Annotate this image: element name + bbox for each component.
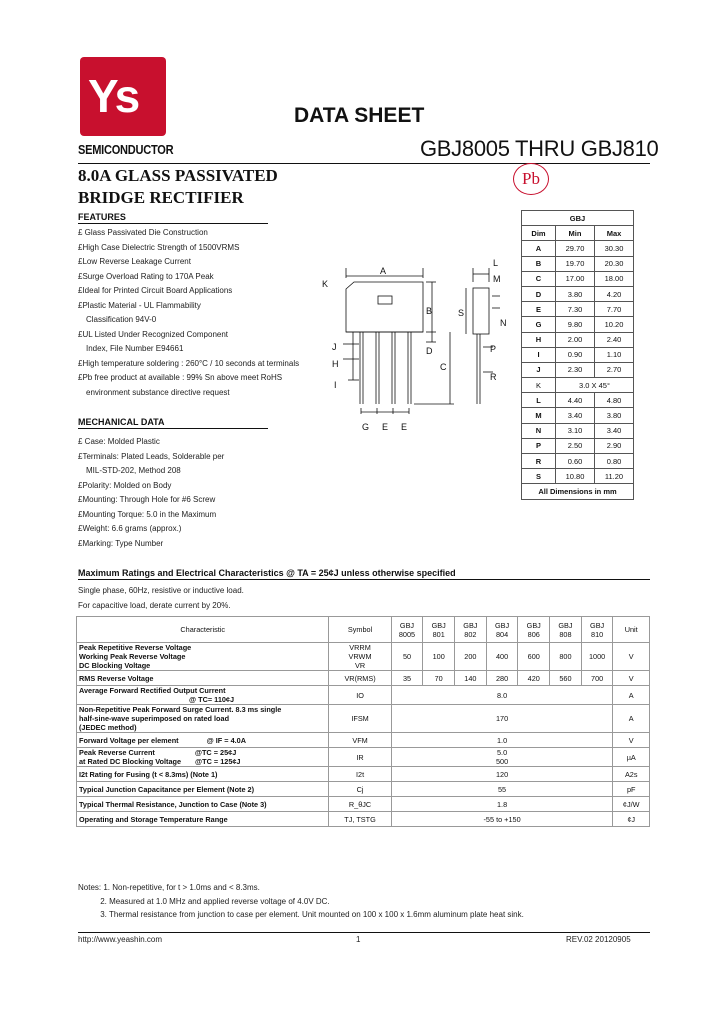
table-row	[77, 686, 650, 705]
unit-header: Unit	[613, 617, 650, 643]
dim-label-E: E	[382, 422, 389, 432]
mechanical-heading: MECHANICAL DATA	[78, 417, 165, 427]
row-value: 100	[423, 643, 455, 671]
row-label: Average Forward Rectified Output Current	[79, 686, 226, 695]
dim-label-N: N	[500, 318, 507, 328]
list-item: £Polarity: Molded on Body	[78, 480, 172, 490]
dim-header: Dim	[522, 226, 556, 241]
table-cell: 0.80	[595, 454, 634, 469]
package-side-view	[473, 288, 489, 334]
row-label: Working Peak Reverse Voltage	[79, 652, 186, 661]
table-cell: D	[522, 286, 556, 301]
list-item: Index, File Number E94661	[86, 344, 184, 353]
table-row	[522, 241, 634, 256]
part-header: GBJ	[431, 620, 446, 630]
row-value: 140	[455, 671, 487, 686]
table-row	[77, 797, 650, 812]
dim-label-K: K	[322, 279, 329, 289]
row-unit: ¢J	[613, 812, 650, 827]
table-cell: 18.00	[595, 271, 634, 286]
page-number: 1	[356, 935, 361, 944]
row-value: -55 to +150	[391, 812, 613, 827]
table-row	[77, 733, 650, 748]
list-item: £Ideal for Printed Circuit Board Applications	[78, 286, 233, 295]
ratings-divider	[78, 579, 650, 580]
part-header: GBJ	[526, 620, 541, 630]
row-value: 8.0	[391, 686, 613, 705]
company-name: SEMICONDUCTOR	[78, 142, 174, 157]
row-value: 800	[550, 643, 582, 671]
list-item: £Weight: 6.6 grams (approx.)	[78, 524, 182, 533]
table-row	[522, 454, 634, 469]
table-row	[522, 378, 634, 393]
logo-text: Ys	[88, 70, 137, 122]
part-header: 810	[591, 629, 604, 639]
part-header: 8005	[398, 629, 416, 639]
table-cell: 11.20	[595, 469, 634, 484]
dim-label-M: M	[493, 274, 501, 284]
row-label: Non-Repetitive Peak Forward Surge Current. 8.3 ms single	[79, 705, 282, 714]
row-symbol: IR	[329, 748, 391, 767]
row-symbol: TJ, TSTG	[329, 812, 391, 827]
list-item: £ Glass Passivated Die Construction	[78, 228, 208, 237]
dim-label-B: B	[426, 306, 433, 316]
table-row	[522, 362, 634, 377]
dim-label-D: D	[426, 346, 433, 356]
dim-label-H: H	[332, 359, 339, 369]
table-cell: P	[522, 438, 556, 453]
dim-label-P: P	[490, 344, 497, 354]
dim-label-C: C	[440, 362, 447, 372]
table-cell: L	[522, 393, 556, 408]
row-label: Typical Junction Capacitance per Element (Note 2)	[77, 782, 329, 797]
row-unit: A2s	[613, 767, 650, 782]
package-body	[346, 282, 423, 332]
row-symbol: Cj	[329, 782, 391, 797]
dim-label-R: R	[490, 372, 497, 382]
table-row	[522, 332, 634, 347]
table-row	[522, 469, 634, 484]
table-cell: 1.10	[595, 347, 634, 362]
table-cell: 7.30	[556, 302, 595, 317]
part-header: GBJ	[463, 620, 478, 630]
header-divider	[78, 163, 650, 164]
row-unit: µA	[613, 748, 650, 767]
table-cell: 2.00	[556, 332, 595, 347]
row-symbol: I2t	[329, 767, 391, 782]
table-cell: M	[522, 408, 556, 423]
row-symbol: VR	[354, 661, 366, 670]
list-item: £Pb free product at available : 99% Sn above meet RoHS	[78, 373, 283, 382]
table-row	[522, 393, 634, 408]
row-unit: V	[613, 643, 650, 671]
ratings-note: For capacitive load, derate current by 20%.	[78, 601, 231, 610]
row-unit: A	[613, 705, 650, 733]
row-value: 420	[518, 671, 550, 686]
table-cell: 19.70	[556, 256, 595, 271]
list-item: £High temperature soldering : 260°C / 10 seconds at terminals	[78, 358, 300, 368]
note-line: 3. Thermal resistance from junction to case per element. Unit mounted on 100 x 100 x 1.6mm aluminum plate heat sink.	[78, 910, 524, 919]
row-label: @TC = 125¢J	[195, 757, 241, 766]
max-header: Max	[595, 226, 634, 241]
revision: REV.02 20120905	[566, 935, 631, 944]
row-symbol: IO	[329, 686, 391, 705]
table-row	[77, 643, 650, 671]
row-label: @ IF = 4.0A	[206, 735, 246, 745]
table-row	[522, 408, 634, 423]
row-value: 400	[486, 643, 518, 671]
list-item: £ Case: Molded Plastic	[78, 437, 160, 446]
product-title-line2: BRIDGE RECTIFIER	[78, 188, 244, 207]
table-cell: 9.80	[556, 317, 595, 332]
dim-label-A: A	[380, 266, 387, 276]
table-row	[522, 347, 634, 362]
table-cell: 7.70	[595, 302, 634, 317]
row-value: 170	[391, 705, 613, 733]
row-symbol: IFSM	[329, 705, 391, 733]
table-cell: 17.00	[556, 271, 595, 286]
row-value: 280	[486, 671, 518, 686]
row-unit: ¢J/W	[613, 797, 650, 812]
table-cell: 2.30	[556, 362, 595, 377]
part-header: GBJ	[590, 620, 605, 630]
row-label: RMS Reverse Voltage	[77, 671, 329, 686]
table-cell: 3.80	[595, 408, 634, 423]
table-cell: 2.90	[595, 438, 634, 453]
table-cell: 0.90	[556, 347, 595, 362]
row-value: 1.0	[391, 733, 613, 748]
row-label: Peak Reverse Current	[79, 748, 155, 757]
ratings-note: Single phase, 60Hz, resistive or inductive load.	[78, 586, 244, 595]
mechanical-divider	[78, 428, 268, 429]
table-cell: 2.70	[595, 362, 634, 377]
table-row	[77, 812, 650, 827]
table-cell: 3.10	[556, 423, 595, 438]
table-cell: B	[522, 256, 556, 271]
page-title: DATA SHEET	[294, 104, 425, 127]
row-value: 70	[423, 671, 455, 686]
row-label: Operating and Storage Temperature Range	[77, 812, 329, 827]
table-cell: J	[522, 362, 556, 377]
table-row	[522, 438, 634, 453]
row-symbol: R_θJC	[329, 797, 391, 812]
row-value: 1.8	[391, 797, 613, 812]
list-item: £Terminals: Plated Leads, Solderable per	[78, 451, 225, 461]
part-header: 806	[527, 629, 540, 639]
table-row	[522, 286, 634, 301]
row-value: 50	[391, 643, 423, 671]
row-symbol: VRWM	[348, 652, 372, 661]
list-item: £Surge Overload Rating to 170A Peak	[78, 271, 214, 281]
list-item: £Marking: Type Number	[78, 538, 164, 548]
note-line: Notes: 1. Non-repetitive, for t > 1.0ms and < 8.3ms.	[78, 883, 260, 892]
row-value: 5.0	[496, 748, 508, 757]
dim-table-body	[522, 241, 634, 484]
row-label: @TC = 25¢J	[194, 748, 237, 757]
company-logo	[80, 57, 166, 136]
table-cell: C	[522, 271, 556, 286]
table-cell: 2.50	[556, 438, 595, 453]
table-cell: G	[522, 317, 556, 332]
table-row	[77, 748, 650, 767]
part-number: GBJ8005 THRU GBJ810	[420, 136, 659, 161]
table-cell: S	[522, 469, 556, 484]
row-unit: pF	[613, 782, 650, 797]
row-label: DC Blocking Voltage	[79, 661, 151, 670]
row-value: 35	[391, 671, 423, 686]
row-symbol: VR(RMS)	[329, 671, 391, 686]
row-value: 600	[518, 643, 550, 671]
list-item: £High Case Dielectric Strength of 1500VRMS	[78, 242, 240, 252]
table-cell: 4.20	[595, 286, 634, 301]
footer-divider	[78, 932, 650, 933]
list-item: £Plastic Material - UL Flammability	[78, 300, 201, 310]
features-heading: FEATURES	[78, 212, 126, 222]
table-row	[77, 767, 650, 782]
table-cell: 20.30	[595, 256, 634, 271]
table-cell: 4.80	[595, 393, 634, 408]
table-row	[77, 671, 650, 686]
table-cell: 3.80	[556, 286, 595, 301]
row-label: at Rated DC Blocking Voltage	[79, 757, 182, 766]
product-title-line1: 8.0A GLASS PASSIVATED	[78, 166, 278, 185]
mounting-hole	[378, 296, 392, 304]
features-divider	[78, 223, 268, 224]
table-cell: 4.40	[556, 393, 595, 408]
table-row	[522, 271, 634, 286]
row-label: (JEDEC method)	[79, 723, 137, 732]
table-cell: N	[522, 423, 556, 438]
list-item: £Mounting Torque: 5.0 in the Maximum	[78, 509, 217, 519]
list-item: MIL-STD-202, Method 208	[86, 466, 181, 475]
table-cell: H	[522, 332, 556, 347]
table-row	[522, 423, 634, 438]
row-value: 700	[581, 671, 613, 686]
table-cell: I	[522, 347, 556, 362]
table-row	[522, 256, 634, 271]
dim-label-J: J	[332, 342, 337, 352]
row-label: I2t Rating for Fusing (t < 8.3ms) (Note 1)	[77, 767, 329, 782]
row-label: Forward Voltage per element	[79, 735, 179, 745]
table-cell: 29.70	[556, 241, 595, 256]
table-cell: K	[522, 378, 556, 393]
row-value: 500	[495, 757, 509, 766]
part-header: GBJ	[494, 620, 510, 630]
list-item: environment substance directive request	[86, 387, 230, 397]
dim-table-title: GBJ	[522, 211, 634, 226]
list-item: Classification 94V-0	[86, 315, 157, 324]
row-unit: V	[613, 671, 650, 686]
part-header: GBJ	[399, 620, 415, 630]
dim-label-I: I	[334, 380, 337, 390]
dim-label-L: L	[493, 258, 499, 268]
characteristic-header: Characteristic	[77, 617, 329, 643]
row-label: Typical Thermal Resistance, Junction to Case (Note 3)	[77, 797, 329, 812]
table-cell: 3.40	[556, 408, 595, 423]
table-cell: E	[522, 302, 556, 317]
dim-label-S: S	[458, 308, 465, 318]
row-value: 560	[550, 671, 582, 686]
part-header: 804	[495, 629, 509, 639]
row-symbol: VRRM	[349, 643, 371, 652]
table-cell: 10.20	[595, 317, 634, 332]
row-unit: V	[613, 733, 650, 748]
package-outline-diagram	[318, 252, 518, 438]
min-header: Min	[556, 226, 595, 241]
row-value: 1000	[581, 643, 613, 671]
table-cell: 0.60	[556, 454, 595, 469]
symbol-header: Symbol	[329, 617, 391, 643]
dim-label-G: G	[362, 422, 370, 432]
features-list	[78, 226, 299, 400]
footer-url[interactable]: http://www.yeashin.com	[78, 935, 163, 944]
list-item: £UL Listed Under Recognized Component	[78, 329, 229, 339]
list-item: £Low Reverse Leakage Current	[78, 257, 191, 266]
pb-free-icon: Pb	[513, 163, 549, 195]
row-symbol: VFM	[329, 733, 391, 748]
table-cell: 2.40	[595, 332, 634, 347]
part-header: 801	[432, 629, 445, 639]
dim-label-E: E	[401, 422, 408, 432]
table-cell: R	[522, 454, 556, 469]
note-line: 2. Measured at 1.0 MHz and applied reverse voltage of 4.0V DC.	[78, 897, 330, 906]
table-row	[77, 705, 650, 733]
list-item: £Mounting: Through Hole for #6 Screw	[78, 495, 216, 504]
row-label: @ TC= 110¢J	[189, 695, 235, 704]
row-value: 120	[391, 767, 613, 782]
ratings-heading: Maximum Ratings and Electrical Characteristics @ TA = 25¢J unless otherwise specified	[78, 568, 456, 578]
table-row	[522, 317, 634, 332]
part-header: 808	[559, 629, 572, 639]
table-cell: 30.30	[595, 241, 634, 256]
dimensions-table	[521, 210, 634, 500]
mechanical-list	[78, 435, 224, 551]
ratings-table	[76, 616, 650, 827]
table-cell: 3.0 X 45°	[556, 378, 634, 393]
table-row	[522, 302, 634, 317]
row-value: 200	[455, 643, 487, 671]
table-cell: A	[522, 241, 556, 256]
table-cell: 10.80	[556, 469, 595, 484]
dim-table-footer: All Dimensions in mm	[522, 484, 634, 499]
table-row	[77, 782, 650, 797]
row-value: 55	[391, 782, 613, 797]
row-label: Peak Repetitive Reverse Voltage	[79, 643, 192, 652]
part-header: GBJ	[558, 620, 573, 630]
row-unit: A	[613, 686, 650, 705]
part-header: 802	[464, 629, 477, 639]
table-cell: 3.40	[595, 423, 634, 438]
row-label: half-sine-wave superimposed on rated load	[79, 714, 230, 723]
